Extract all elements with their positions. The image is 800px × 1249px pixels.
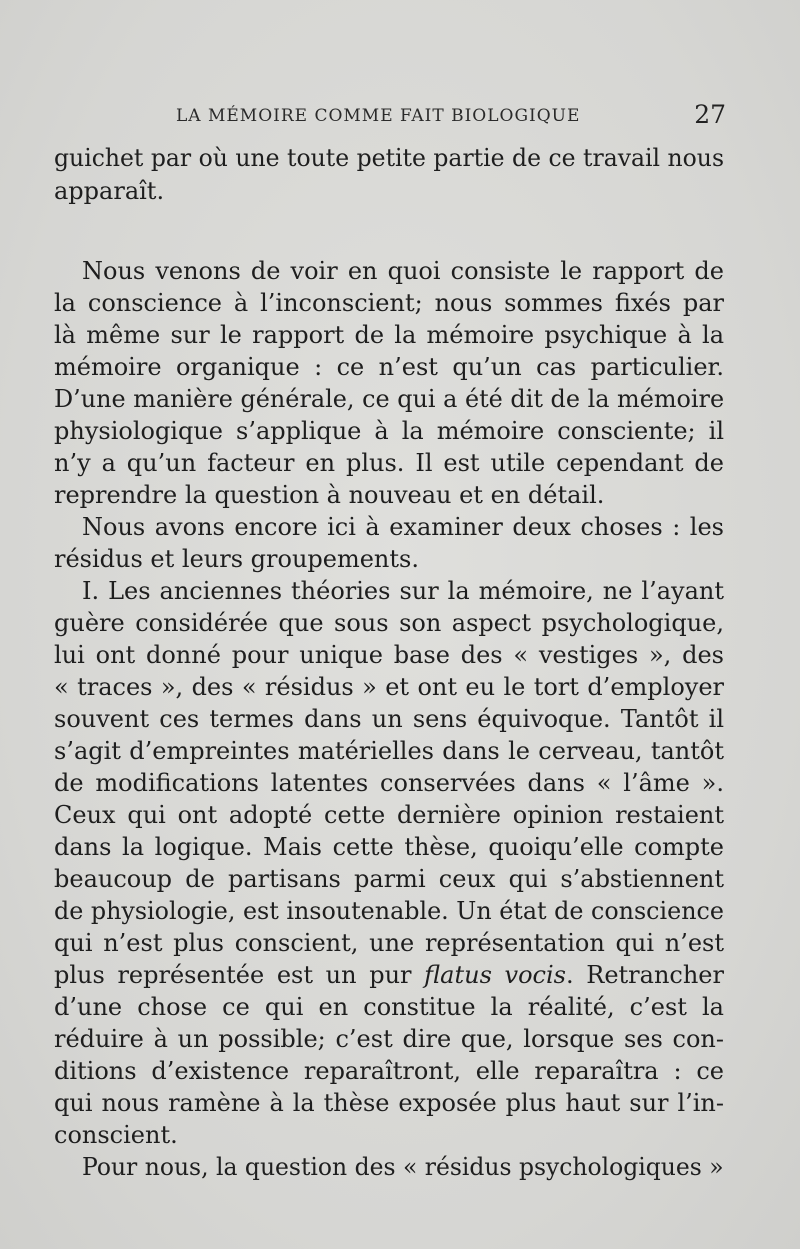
text-line: Nous venons de voir en quoi consiste le rapport de bbox=[82, 257, 724, 285]
text-line: la conscience à l’inconscient; nous sommes fixés par bbox=[54, 289, 724, 317]
text-line: s’agit d’empreintes matérielles dans le cerveau, tantôt bbox=[54, 737, 724, 765]
text-line: n’y a qu’un facteur en plus. Il est utile cependant de bbox=[54, 449, 724, 477]
text-line: de physiologie, est insoutenable. Un état de conscience bbox=[54, 897, 724, 925]
text-line: Ceux qui ont adopté cette dernière opinion restaient bbox=[54, 801, 724, 829]
text-line: mémoire organique : ce n’est qu’un cas particulier. bbox=[54, 353, 724, 381]
text-line: réduire à un possible; c’est dire que, lorsque ses con- bbox=[54, 1025, 724, 1053]
text-line: qui nous ramène à la thèse exposée plus haut sur l’in- bbox=[54, 1089, 724, 1117]
text-line: de modifications latentes conservées dans « l’âme ». bbox=[54, 769, 724, 797]
text-line: lui ont donné pour unique base des « vestiges », des bbox=[54, 641, 724, 669]
text-line: là même sur le rapport de la mémoire psychique à la bbox=[54, 321, 724, 349]
running-title: LA MÉMOIRE COMME FAIT BIOLOGIQUE bbox=[176, 106, 581, 126]
text-line: conscient. bbox=[54, 1121, 178, 1149]
text-line: I. Les anciennes théories sur la mémoire, ne l’ayant bbox=[82, 577, 724, 605]
text-line: guère considérée que sous son aspect psychologique, bbox=[54, 609, 724, 637]
text-segment: . Retrancher bbox=[565, 961, 724, 989]
text-line: souvent ces termes dans un sens équivoque. Tantôt il bbox=[54, 705, 724, 733]
text-segment: plus représentée est un pur bbox=[54, 961, 412, 989]
text-line: d’une chose ce qui en constitue la réalité, c’est la bbox=[54, 993, 724, 1021]
text-line: « traces », des « résidus » et ont eu le tort d’employer bbox=[54, 673, 724, 701]
text-line: résidus et leurs groupements. bbox=[54, 545, 419, 573]
text-line: guichet par où une toute petite partie de ce travail nous bbox=[54, 144, 725, 172]
text-line: qui n’est plus conscient, une représentation qui n’est bbox=[54, 929, 724, 957]
text-line: Pour nous, la question des « résidus psychologiques » bbox=[82, 1153, 724, 1181]
text-line: physiologique s’applique à la mémoire consciente; il bbox=[54, 417, 724, 445]
text-line: ditions d’existence reparaîtront, elle reparaîtra : ce bbox=[54, 1057, 724, 1085]
text-line: Nous avons encore ici à examiner deux choses : les bbox=[82, 513, 724, 541]
page-number: 27 bbox=[694, 100, 726, 129]
text-line: D’une manière générale, ce qui a été dit de la mémoire bbox=[54, 385, 725, 413]
text-line: beaucoup de partisans parmi ceux qui s’abstiennent bbox=[54, 865, 724, 893]
text-line-mixed bbox=[54, 959, 724, 991]
italic-phrase: flatus vocis bbox=[424, 961, 566, 989]
text-line: reprendre la question à nouveau et en détail. bbox=[54, 481, 605, 509]
text-line: apparaît. bbox=[54, 177, 165, 205]
page-header bbox=[50, 100, 730, 134]
text-line: dans la logique. Mais cette thèse, quoiqu’elle compte bbox=[54, 833, 724, 861]
